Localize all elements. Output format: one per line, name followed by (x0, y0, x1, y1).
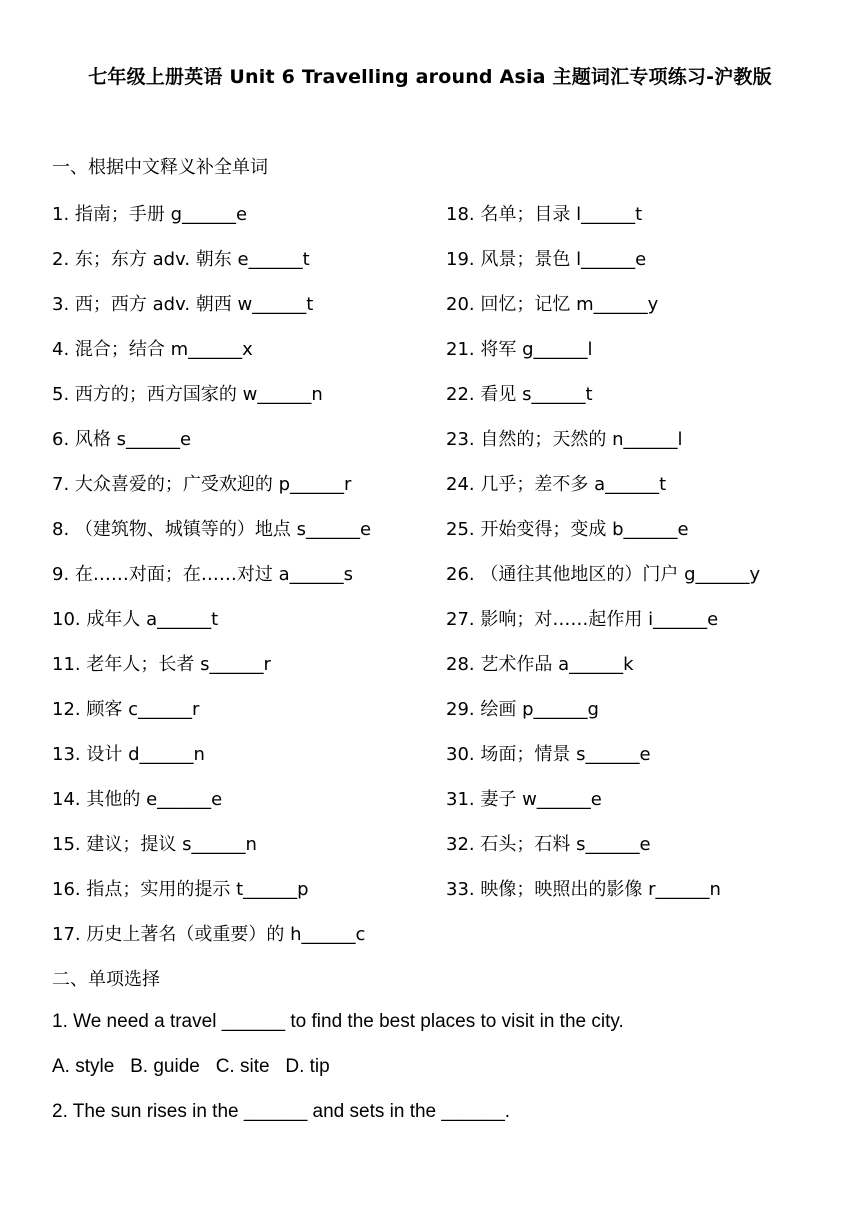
vocab-item-6: 6. 风格 s______e (52, 429, 192, 450)
vocab-item-16: 16. 指点；实用的提示 t______p (52, 879, 309, 900)
section-1-heading: 一、根据中文释义补全单词 (52, 157, 268, 178)
vocab-item-32: 32. 石头；石料 s______e (446, 834, 651, 855)
vocab-item-13: 13. 设计 d______n (52, 744, 205, 765)
vocab-item-14: 14. 其他的 e______e (52, 789, 223, 810)
vocab-item-7: 7. 大众喜爱的；广受欢迎的 p______r (52, 474, 352, 495)
vocab-item-25: 25. 开始变得；变成 b______e (446, 519, 689, 540)
vocab-item-11: 11. 老年人；长者 s______r (52, 654, 271, 675)
question-2: 2. The sun rises in the ______ and sets in the ______. (52, 1101, 511, 1122)
vocab-item-24: 24. 几乎；差不多 a______t (446, 474, 667, 495)
vocab-item-31: 31. 妻子 w______e (446, 789, 602, 810)
vocab-item-27: 27. 影响；对……起作用 i______e (446, 609, 719, 630)
vocab-item-1: 1. 指南；手册 g______e (52, 204, 248, 225)
vocab-item-21: 21. 将军 g______l (446, 339, 593, 360)
vocab-item-9: 9. 在……对面；在……对过 a______s (52, 564, 354, 585)
vocab-item-18: 18. 名单；目录 l______t (446, 204, 643, 225)
vocab-item-23: 23. 自然的；天然的 n______l (446, 429, 683, 450)
vocab-item-17: 17. 历史上著名（或重要）的 h______c (52, 924, 366, 945)
vocab-item-8: 8. （建筑物、城镇等的）地点 s______e (52, 519, 372, 540)
vocab-item-29: 29. 绘画 p______g (446, 699, 599, 720)
vocab-item-20: 20. 回忆；记忆 m______y (446, 294, 659, 315)
document-title: 七年级上册英语 Unit 6 Travelling around Asia 主题词汇专项练习-沪教版 (88, 66, 772, 88)
vocab-item-4: 4. 混合；结合 m______x (52, 339, 253, 360)
vocab-item-2: 2. 东；东方 adv. 朝东 e______t (52, 249, 310, 270)
vocab-item-12: 12. 顾客 c______r (52, 699, 200, 720)
vocab-item-5: 5. 西方的；西方国家的 w______n (52, 384, 323, 405)
vocab-item-30: 30. 场面；情景 s______e (446, 744, 651, 765)
vocab-item-19: 19. 风景；景色 l______e (446, 249, 647, 270)
section-2-heading: 二、单项选择 (52, 969, 160, 990)
vocab-item-26: 26. （通往其他地区的）门户 g______y (446, 564, 761, 585)
vocab-item-33: 33. 映像；映照出的影像 r______n (446, 879, 721, 900)
vocab-item-15: 15. 建议；提议 s______n (52, 834, 257, 855)
vocab-item-10: 10. 成年人 a______t (52, 609, 219, 630)
vocab-item-28: 28. 艺术作品 a______k (446, 654, 634, 675)
vocab-item-3: 3. 西；西方 adv. 朝西 w______t (52, 294, 314, 315)
question-1: 1. We need a travel ______ to find the best places to visit in the city. (52, 1011, 624, 1032)
vocab-item-22: 22. 看见 s______t (446, 384, 593, 405)
question-1-options: A. style B. guide C. site D. tip (52, 1056, 330, 1077)
